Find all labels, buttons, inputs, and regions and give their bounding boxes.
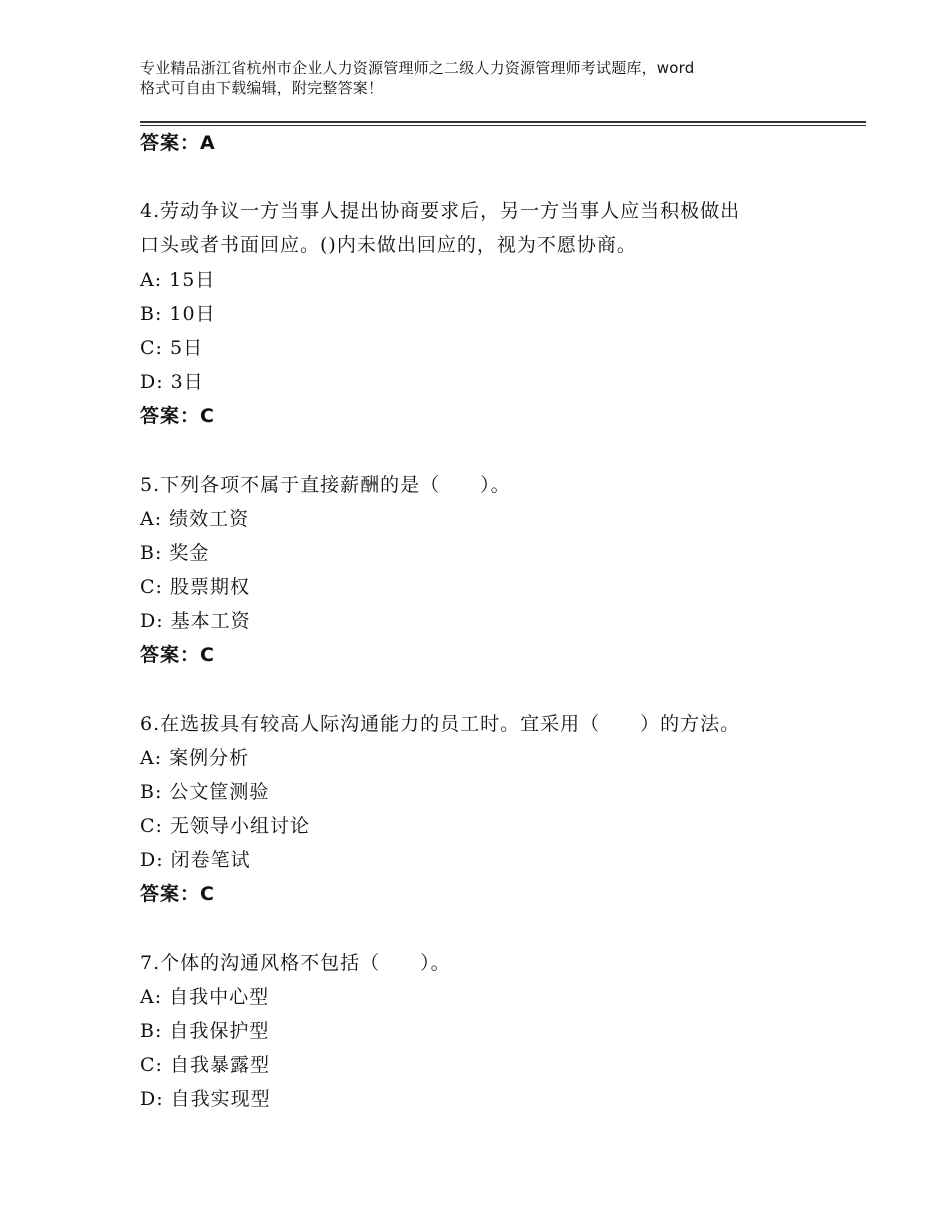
question-stem: 6.在选拔具有较高人际沟通能力的员工时。宜采用（ ）的方法。 [140, 713, 741, 735]
answer: 答案：C [140, 644, 215, 666]
question-stem: 口头或者书面回应。()内未做出回应的，视为不愿协商。 [140, 234, 637, 256]
option-d: D: 自我实现型 [140, 1088, 271, 1110]
header-line-1: 专业精品浙江省杭州市企业人力资源管理师之二级人力资源管理师考试题库，word [140, 59, 695, 77]
option-a: A: 自我中心型 [140, 986, 270, 1008]
header-rule-thin [140, 125, 866, 126]
option-c: C: 5日 [140, 337, 204, 359]
option-d: D: 闭卷笔试 [140, 849, 251, 871]
option-a: A: 案例分析 [140, 747, 250, 769]
option-a: A: 15日 [140, 269, 216, 291]
option-b: B: 公文筐测验 [140, 781, 270, 803]
answer: 答案：C [140, 405, 215, 427]
question-stem: 5.下列各项不属于直接薪酬的是（ ）。 [140, 474, 511, 496]
option-b: B: 自我保护型 [140, 1020, 270, 1042]
option-c: C: 自我暴露型 [140, 1054, 270, 1076]
option-c: C: 股票期权 [140, 576, 250, 598]
option-b: B: 10日 [140, 303, 216, 325]
header-line-2: 格式可自由下载编辑，附完整答案！ [140, 79, 384, 97]
document-header [140, 58, 840, 98]
option-b: B: 奖金 [140, 542, 210, 564]
question-stem: 7.个体的沟通风格不包括（ ）。 [140, 952, 451, 974]
answer: 答案：C [140, 883, 215, 905]
header-rule-thick [140, 121, 866, 123]
option-d: D: 基本工资 [140, 610, 251, 632]
question-stem: 4.劳动争议一方当事人提出协商要求后，另一方当事人应当积极做出 [140, 200, 741, 222]
option-c: C: 无领导小组讨论 [140, 815, 310, 837]
option-a: A: 绩效工资 [140, 508, 250, 530]
prev-answer: 答案：A [140, 132, 216, 154]
option-d: D: 3日 [140, 371, 204, 393]
